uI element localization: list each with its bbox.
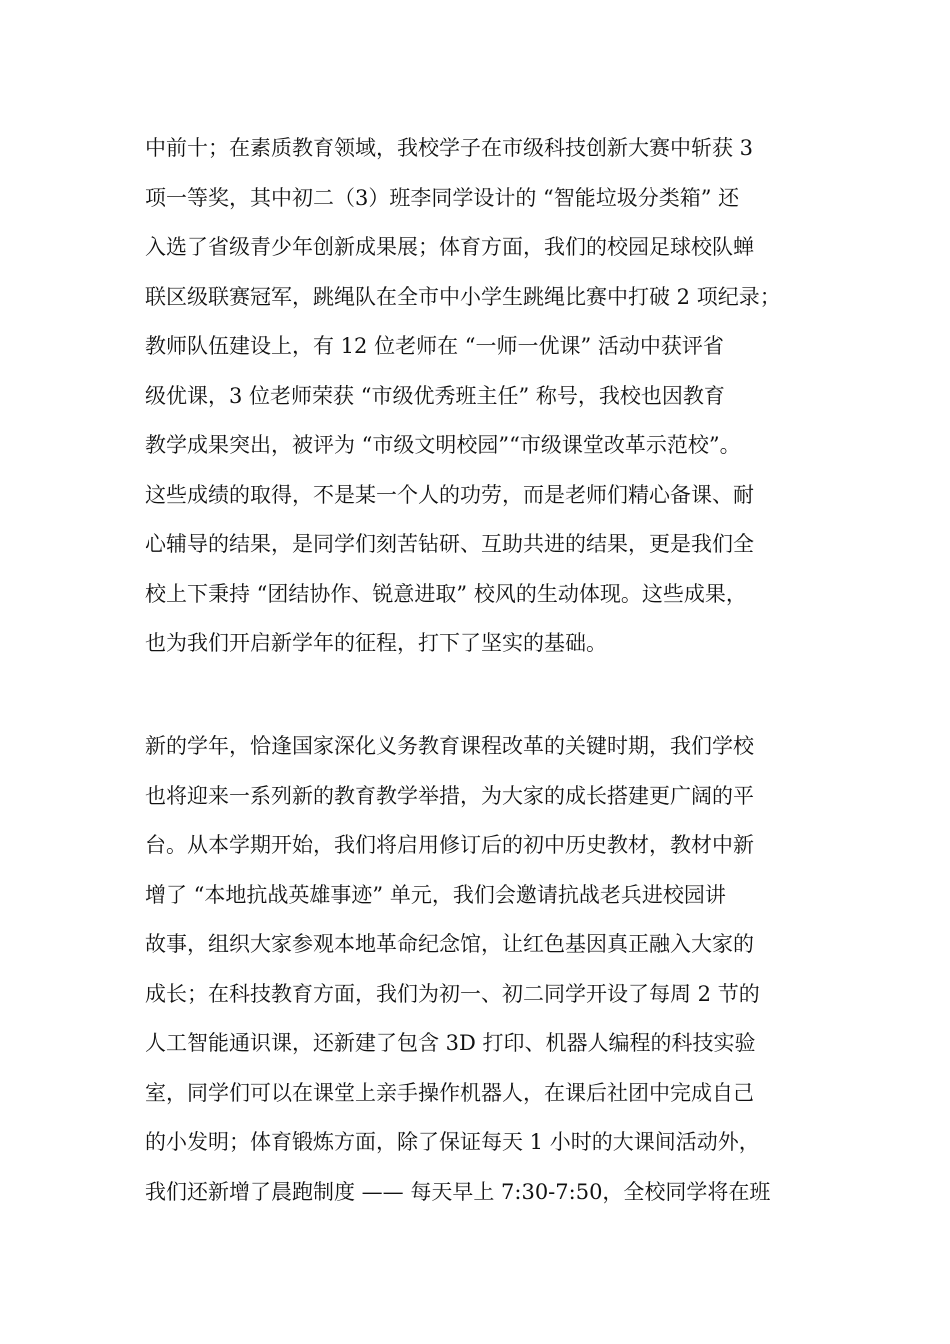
text-line: 故事，组织大家参观本地革命纪念馆，让红色基因真正融入大家的 [145, 932, 754, 956]
text-line: 教学成果突出，被评为 “市级文明校园”“市级课堂改革示范校”。 [145, 433, 741, 457]
text-line: 增了 “本地抗战英雄事迹” 单元，我们会邀请抗战老兵进校园讲 [145, 882, 726, 907]
text-line: 心辅导的结果，是同学们刻苦钻研、互助共进的结果，更是我们全 [145, 532, 754, 556]
text-line: 成长；在科技教育方面，我们为初一、初二同学开设了每周 2 节的 [145, 981, 760, 1006]
paragraph-achievements [145, 124, 835, 669]
text-line: 级优课，3 位老师荣获 “市级优秀班主任” 称号，我校也因教育 [145, 383, 725, 408]
text-line: 也为我们开启新学年的征程，打下了坚实的基础。 [145, 631, 607, 655]
text-line: 室，同学们可以在课堂上亲手操作机器人，在课后社团中完成自己 [145, 1080, 754, 1105]
text-line: 校上下秉持 “团结协作、锐意进取” 校风的生动体现。这些成果， [145, 581, 747, 606]
text-line: 人工智能通识课，还新建了包含 3D 打印、机器人编程的科技实验 [145, 1031, 756, 1055]
text-line: 我们还新增了晨跑制度 —— 每天早上 7:30-7:50，全校同学将在班 [145, 1179, 771, 1204]
text-line: 教师队伍建设上，有 12 位老师在 “一师一优课” 活动中获评省 [145, 334, 724, 358]
text-line: 也将迎来一系列新的教育教学举措，为大家的成长搭建更广阔的平 [145, 783, 754, 808]
text-line: 台。从本学期开始，我们将启用修订后的初中历史教材，教材中新 [145, 833, 754, 857]
text-line: 中前十；在素质教育领域，我校学子在市级科技创新大赛中斩获 3 [145, 136, 754, 160]
text-line: 联区级联赛冠军，跳绳队在全市中小学生跳绳比赛中打破 2 项纪录； [145, 284, 781, 309]
text-line: 入选了省级青少年创新成果展；体育方面，我们的校园足球校队蝉 [145, 235, 754, 259]
text-line: 的小发明；体育锻炼方面，除了保证每天 1 小时的大课间活动外， [145, 1130, 760, 1154]
text-line: 新的学年，恰逢国家深化义务教育课程改革的关键时期，我们学校 [145, 734, 754, 758]
paragraph-new-school-year [145, 722, 835, 1217]
text-line: 项一等奖，其中初二（3）班李同学设计的 “智能垃圾分类箱” 还 [145, 185, 740, 210]
text-line: 这些成绩的取得，不是某一个人的功劳，而是老师们精心备课、耐 [145, 482, 754, 507]
